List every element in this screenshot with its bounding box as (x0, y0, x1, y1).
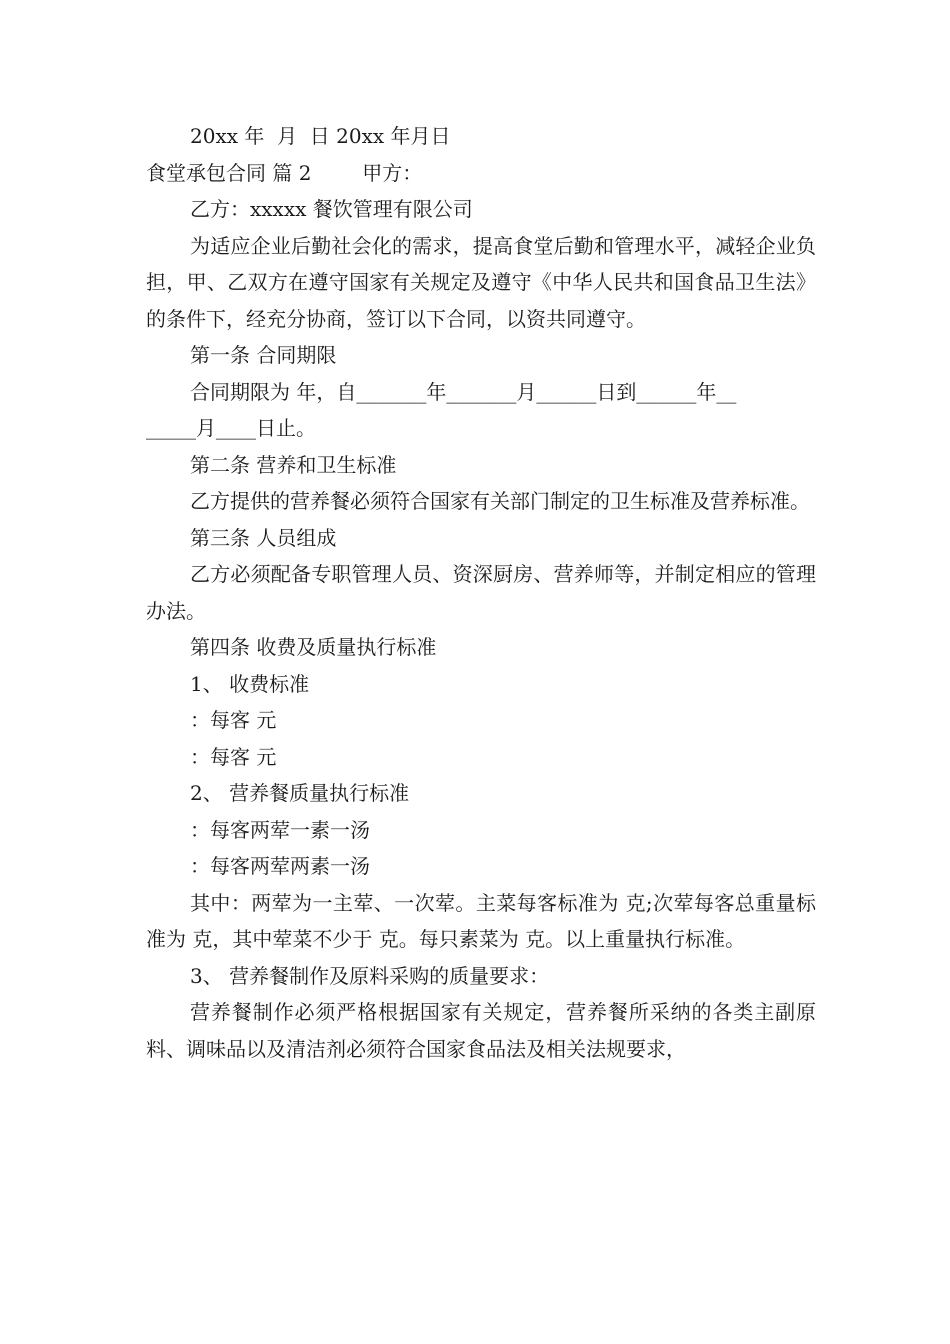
article3-title: 第三条 人员组成 (190, 525, 337, 550)
item3-paragraph: 营养餐制作必须严格根据国家有关规定，营养餐所采纳的各类主副原料、调味品以及清洁剂必须符合国家食品法及相关法规要求， (146, 1000, 816, 1061)
item1-line2: ：每客 元 (190, 744, 277, 769)
date-line: 20xx 年 月 日 20xx 年月日 (190, 124, 451, 148)
article1-line1: 合同期限为 年，自_______年_______月______日到______年__ (190, 379, 737, 404)
item2-title: 2、 营养餐质量执行标准 (190, 781, 410, 805)
party-b-line: 乙方：xxxxx 餐饮管理有限公司 (190, 197, 473, 221)
article3-paragraph: 乙方必须配备专职管理人员、资深厨房、营养师等，并制定相应的管理办法。 (146, 562, 816, 623)
intro-paragraph: 为适应企业后勤社会化的需求，提高食堂后勤和管理水平，减轻企业负担，甲、乙双方在遵守国家有关规定及遵守《中华人民共和国食品卫生法》的条件下，经充分协商，签订以下合同，以资共同遵守。 (146, 233, 816, 331)
item3-title: 3、 营养餐制作及原料采购的质量要求： (190, 963, 550, 988)
article2-paragraph: 乙方提供的营养餐必须符合国家有关部门制定的卫生标准及营养标准。 (190, 489, 810, 513)
item2-paragraph: 其中：两荤为一主荤、一次荤。主菜每客标准为 克;次荤每客总重量标准为 克，其中荤菜不少于 克。每只素菜为 克。以上重量执行标准。 (146, 890, 816, 951)
article1-title: 第一条 合同期限 (190, 343, 337, 367)
article1-line2: _____月____日止。 (146, 416, 316, 440)
item1-line1: ：每客 元 (190, 708, 277, 732)
section-title-line: 食堂承包合同 篇 2 甲方： (146, 160, 423, 185)
item2-line1: ：每客两荤一素一汤 (190, 817, 370, 842)
contract-page (146, 118, 816, 1067)
item1-title: 1、 收费标准 (190, 671, 310, 696)
article2-title: 第二条 营养和卫生标准 (190, 452, 397, 477)
article4-title: 第四条 收费及质量执行标准 (190, 635, 437, 659)
item2-line2: ：每客两荤两素一汤 (190, 854, 370, 878)
